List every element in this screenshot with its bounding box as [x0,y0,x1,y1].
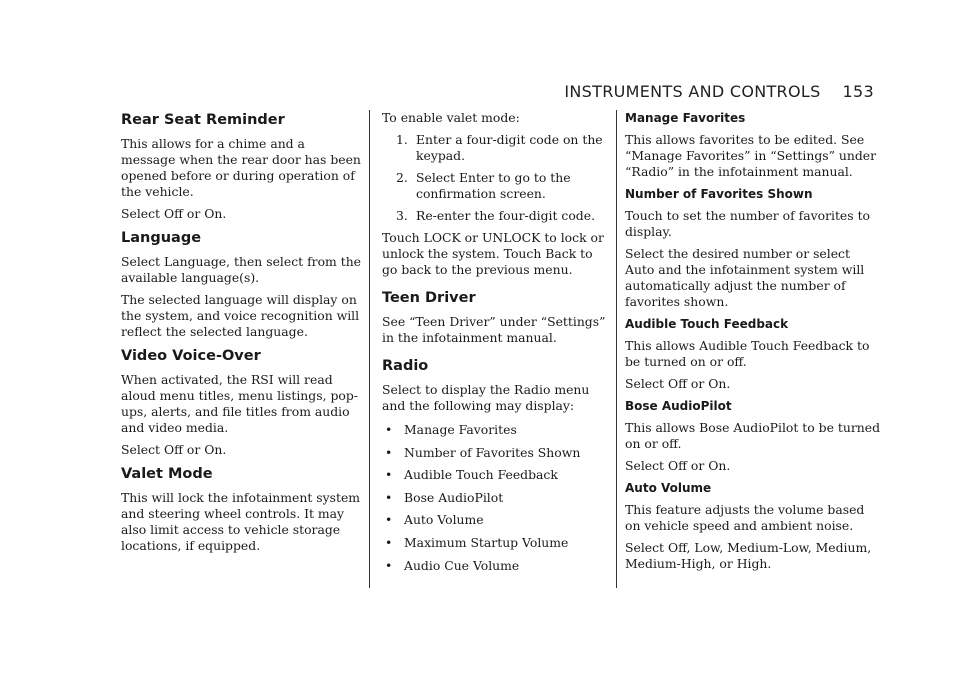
valet-steps-list [382,132,610,224]
section-teen-driver [382,288,610,346]
list-item [382,512,610,528]
step-text: Enter a four-digit code on the keypad. [416,132,603,163]
heading-number-of-favorites: Number of Favorites Shown [625,187,813,201]
paragraph: The selected language will display on the system, and voice recognition will reflect the selected language. [121,292,360,339]
section-rear-seat-reminder [121,110,361,222]
paragraph: Select Off or On. [121,206,227,221]
list-item [382,422,610,438]
list-item-text: Manage Favorites [404,422,517,437]
section-auto-volume [625,480,880,572]
list-item [382,490,610,506]
paragraph: This allows favorites to be edited. See “Manage Favorites” in “Settings” under “Radio” in the infotainment manual. [625,132,877,179]
section-language [121,228,361,340]
list-item [382,535,610,551]
heading-manage-favorites: Manage Favorites [625,111,746,125]
column-divider [616,110,617,588]
list-item [382,208,610,224]
bullet-icon: • [385,557,393,573]
list-item [382,445,610,461]
radio-options-list [382,422,610,574]
paragraph: Select Language, then select from the available language(s). [121,254,362,285]
step-text: Select Enter to go to the confirmation screen. [416,170,571,201]
paragraph: This allows Audible Touch Feedback to be turned on or off. [625,338,870,369]
page-number: 153 [842,82,874,101]
paragraph: Select Off, Low, Medium-Low, Medium, Medium-High, or High. [625,540,872,571]
heading-valet-mode: Valet Mode [121,466,213,482]
paragraph: Select Off or On. [121,442,227,457]
paragraph: Touch to set the number of favorites to display. [625,208,871,239]
bullet-icon: • [385,512,393,528]
section-title: INSTRUMENTS AND CONTROLS [564,82,821,101]
heading-video-voice-over: Video Voice-Over [121,348,261,364]
paragraph: Select Off or On. [625,458,731,473]
heading-radio: Radio [382,358,429,374]
step-number: 2. [396,170,408,185]
list-item [382,170,610,202]
column-3 [625,110,880,578]
bullet-icon: • [385,444,393,460]
bullet-icon: • [385,534,393,550]
paragraph: Select Off or On. [625,376,731,391]
paragraph: See “Teen Driver” under “Settings” in the infotainment manual. [382,314,606,345]
column-1 [121,110,361,560]
paragraph: Select to display the Radio menu and the following may display: [382,382,590,413]
paragraph: Touch LOCK or UNLOCK to lock or unlock the system. Touch Back to go back to the previous menu. [382,230,604,277]
paragraph: This will lock the infotainment system and steering wheel controls. It may also limit access to vehicle storage locations, if equipped. [121,490,361,553]
paragraph: This allows for a chime and a message when the rear door has been opened before or during operation of the vehicle. [121,136,361,199]
section-number-of-favorites [625,186,880,310]
paragraph: This allows Bose AudioPilot to be turned on or off. [625,420,881,451]
bullet-icon: • [385,422,393,437]
list-item-text: Auto Volume [404,512,484,528]
heading-language: Language [121,230,202,246]
step-number: 1. [396,132,408,147]
bullet-icon: • [385,489,393,505]
bullet-icon: • [385,467,393,483]
column-2 [382,110,610,580]
heading-teen-driver: Teen Driver [382,290,476,306]
list-item-text: Maximum Startup Volume [404,534,569,550]
step-text: Re-enter the four-digit code. [416,208,596,223]
paragraph: When activated, the RSI will read aloud menu titles, menu listings, pop-ups, alerts, and file titles from audio and video media. [121,372,358,435]
list-item [382,467,610,483]
column-divider [369,110,370,588]
heading-auto-volume: Auto Volume [625,481,712,495]
section-bose-audiopilot [625,398,880,474]
heading-audible-touch-feedback: Audible Touch Feedback [625,317,789,331]
paragraph: This feature adjusts the volume based on vehicle speed and ambient noise. [625,502,865,533]
list-item-text: Audio Cue Volume [404,557,520,573]
paragraph: Select the desired number or select Auto and the infotainment system will automatically adjust the number of favorites shown. [625,246,865,309]
heading-bose-audiopilot: Bose AudioPilot [625,399,732,413]
page-header [564,82,874,101]
section-manage-favorites [625,110,880,180]
section-audible-touch-feedback [625,316,880,392]
section-valet-mode [121,464,361,554]
paragraph: To enable valet mode: [382,110,520,125]
list-item [382,558,610,574]
list-item [382,132,610,164]
step-number: 3. [396,208,408,223]
list-item-text: Bose AudioPilot [404,489,504,505]
heading-rear-seat-reminder: Rear Seat Reminder [121,112,285,128]
list-item-text: Number of Favorites Shown [404,444,581,460]
section-video-voice-over [121,346,361,458]
section-radio [382,356,610,574]
list-item-text: Audible Touch Feedback [404,467,558,483]
